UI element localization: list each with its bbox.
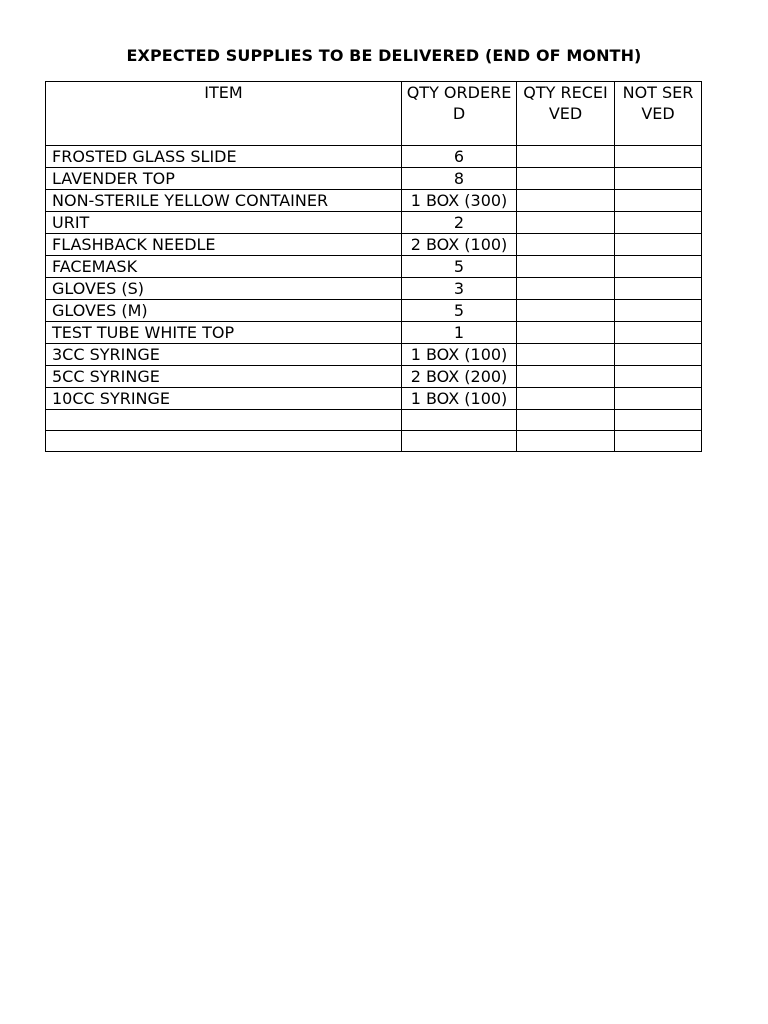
document-title: EXPECTED SUPPLIES TO BE DELIVERED (END OF MONTH) <box>126 46 642 65</box>
qty-ordered-cell: 2 BOX (200) <box>402 366 517 388</box>
table-row <box>46 410 702 431</box>
item-cell <box>46 431 402 452</box>
item-cell: GLOVES (S) <box>46 278 402 300</box>
qty-ordered-cell: 6 <box>402 146 517 168</box>
item-cell: FROSTED GLASS SLIDE <box>46 146 402 168</box>
qty-received-cell <box>517 234 615 256</box>
not-served-cell <box>615 366 702 388</box>
column-header-not-served: NOT SERVED <box>615 82 702 146</box>
qty-ordered-cell: 5 <box>402 300 517 322</box>
table-row <box>46 256 702 278</box>
not-served-cell <box>615 322 702 344</box>
table-row <box>46 431 702 452</box>
qty-ordered-cell: 1 BOX (100) <box>402 388 517 410</box>
not-served-cell <box>615 431 702 452</box>
item-cell: GLOVES (M) <box>46 300 402 322</box>
qty-ordered-cell <box>402 431 517 452</box>
qty-received-cell <box>517 168 615 190</box>
not-served-cell <box>615 168 702 190</box>
qty-ordered-cell: 1 BOX (100) <box>402 344 517 366</box>
qty-ordered-cell: 2 BOX (100) <box>402 234 517 256</box>
table-row <box>46 300 702 322</box>
table-row <box>46 234 702 256</box>
qty-ordered-cell: 1 BOX (300) <box>402 190 517 212</box>
not-served-cell <box>615 190 702 212</box>
item-cell: 10CC SYRINGE <box>46 388 402 410</box>
not-served-cell <box>615 212 702 234</box>
qty-received-cell <box>517 410 615 431</box>
item-cell: 5CC SYRINGE <box>46 366 402 388</box>
item-cell: TEST TUBE WHITE TOP <box>46 322 402 344</box>
table-row <box>46 168 702 190</box>
table-row <box>46 190 702 212</box>
table-row <box>46 278 702 300</box>
qty-received-cell <box>517 278 615 300</box>
qty-received-cell <box>517 146 615 168</box>
column-header-qty-ordered: QTY ORDERED <box>402 82 517 146</box>
qty-ordered-cell: 1 <box>402 322 517 344</box>
not-served-cell <box>615 234 702 256</box>
qty-received-cell <box>517 388 615 410</box>
qty-received-cell <box>517 212 615 234</box>
qty-received-cell <box>517 431 615 452</box>
item-cell: FLASHBACK NEEDLE <box>46 234 402 256</box>
not-served-cell <box>615 300 702 322</box>
item-cell: 3CC SYRINGE <box>46 344 402 366</box>
not-served-cell <box>615 410 702 431</box>
table-row <box>46 344 702 366</box>
not-served-cell <box>615 278 702 300</box>
not-served-cell <box>615 344 702 366</box>
item-cell: LAVENDER TOP <box>46 168 402 190</box>
qty-ordered-cell: 5 <box>402 256 517 278</box>
qty-received-cell <box>517 190 615 212</box>
qty-ordered-cell <box>402 410 517 431</box>
table-row <box>46 322 702 344</box>
item-cell <box>46 410 402 431</box>
item-cell: FACEMASK <box>46 256 402 278</box>
item-cell: NON-STERILE YELLOW CONTAINER <box>46 190 402 212</box>
not-served-cell <box>615 388 702 410</box>
qty-received-cell <box>517 300 615 322</box>
table-header-row <box>46 82 702 146</box>
table-row <box>46 146 702 168</box>
qty-received-cell <box>517 322 615 344</box>
not-served-cell <box>615 146 702 168</box>
table-row <box>46 388 702 410</box>
qty-received-cell <box>517 344 615 366</box>
supplies-table <box>45 81 702 452</box>
table-row <box>46 366 702 388</box>
table-row <box>46 212 702 234</box>
qty-received-cell <box>517 256 615 278</box>
column-header-item: ITEM <box>46 82 402 146</box>
qty-ordered-cell: 2 <box>402 212 517 234</box>
qty-ordered-cell: 3 <box>402 278 517 300</box>
table-body <box>46 146 702 452</box>
qty-received-cell <box>517 366 615 388</box>
column-header-qty-received: QTY RECEIVED <box>517 82 615 146</box>
item-cell: URIT <box>46 212 402 234</box>
not-served-cell <box>615 256 702 278</box>
qty-ordered-cell: 8 <box>402 168 517 190</box>
